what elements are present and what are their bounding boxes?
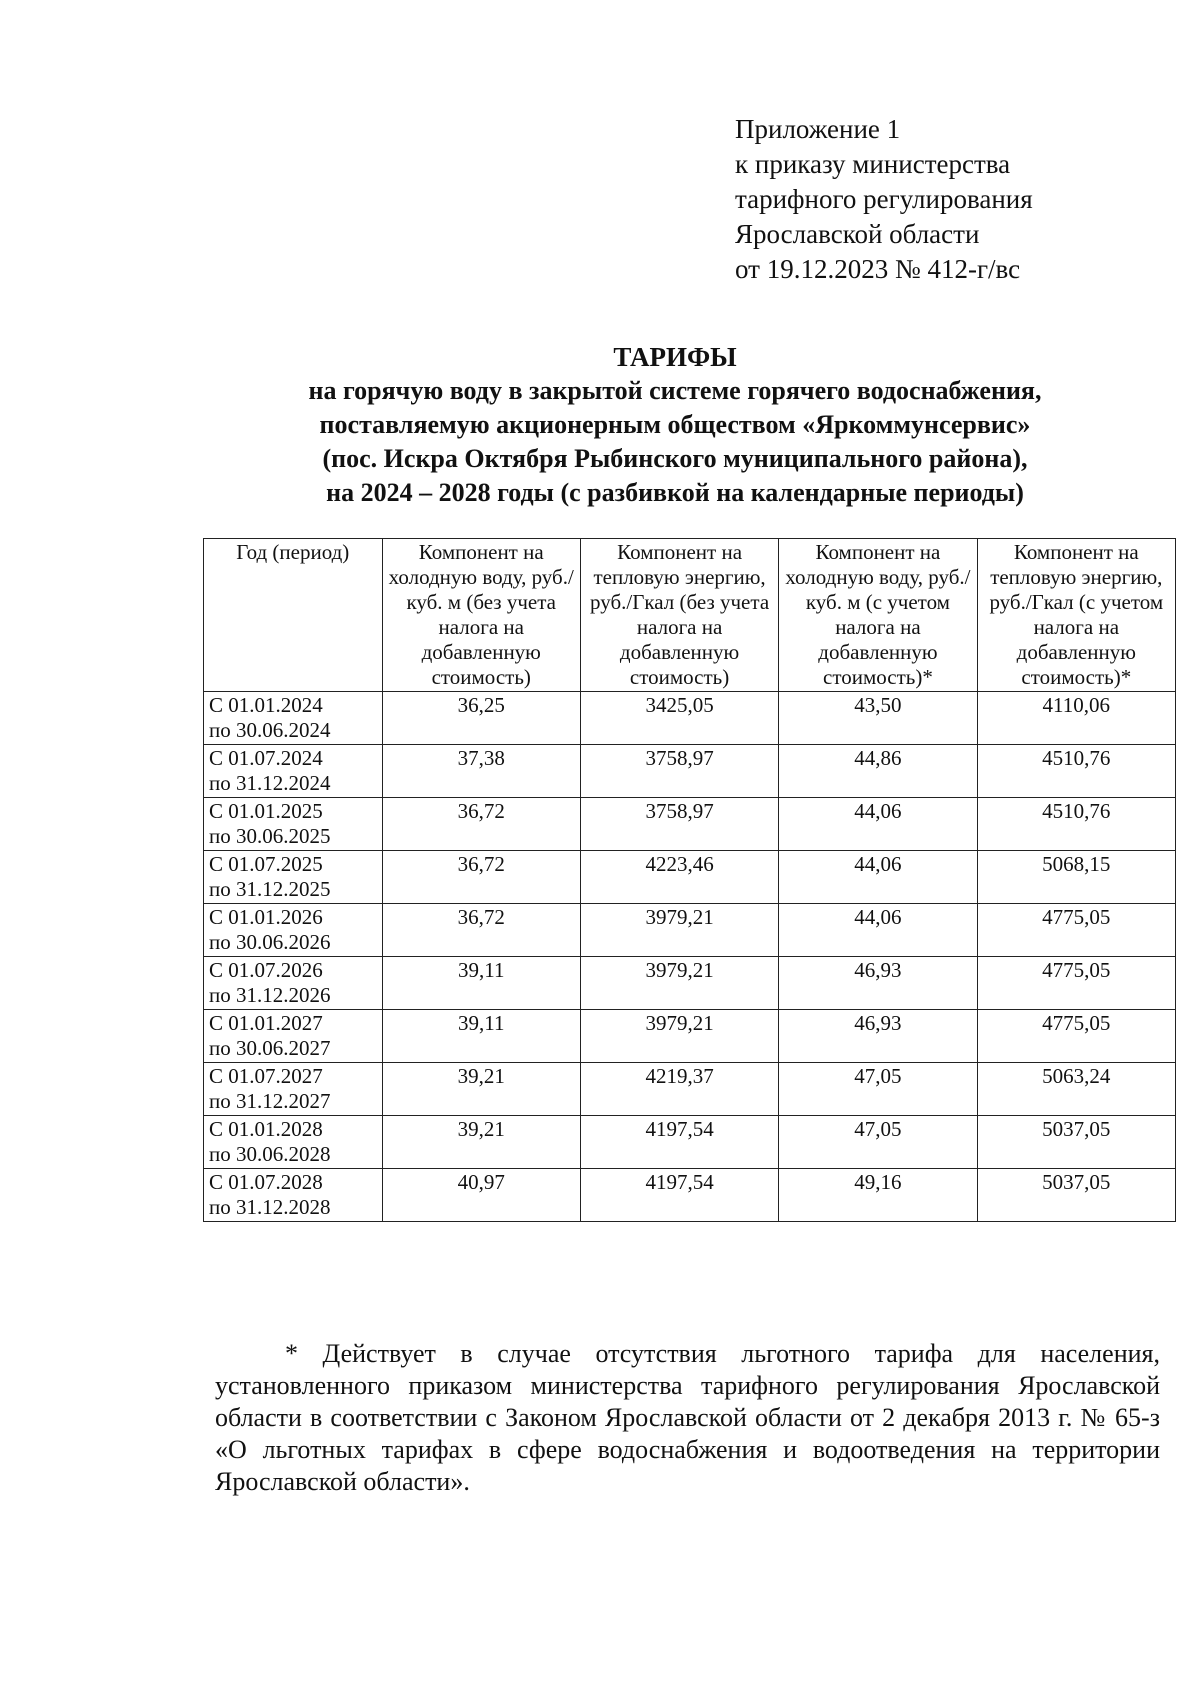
cell-heat-energy-no-vat: 4197,54 (580, 1116, 778, 1169)
header-heat-energy-no-vat: Компонент на тепловую энергию, руб./Гкал (без учета налога на добавленную стоимость) (580, 539, 778, 692)
period-from: С 01.07.2025 (209, 852, 323, 876)
period-to: по 30.06.2024 (209, 718, 331, 742)
cell-cold-water-vat: 47,05 (779, 1116, 977, 1169)
period-to: по 30.06.2026 (209, 930, 331, 954)
cell-cold-water-no-vat: 39,11 (382, 1010, 580, 1063)
cell-cold-water-no-vat: 40,97 (382, 1169, 580, 1222)
header-period: Год (период) (204, 539, 383, 692)
cell-heat-energy-no-vat: 4219,37 (580, 1063, 778, 1116)
cell-cold-water-vat: 49,16 (779, 1169, 977, 1222)
cell-heat-energy-vat: 5037,05 (977, 1169, 1175, 1222)
cell-cold-water-vat: 44,06 (779, 904, 977, 957)
table-body (204, 692, 1176, 1222)
title-main: ТАРИФЫ (613, 342, 737, 372)
cell-heat-energy-no-vat: 3758,97 (580, 745, 778, 798)
table-row (204, 957, 1176, 1010)
cell-cold-water-vat: 43,50 (779, 692, 977, 745)
cell-cold-water-no-vat: 39,21 (382, 1063, 580, 1116)
cell-period (204, 851, 383, 904)
document-title (150, 340, 1200, 510)
cell-heat-energy-no-vat: 3758,97 (580, 798, 778, 851)
cell-heat-energy-vat: 4110,06 (977, 692, 1175, 745)
cell-heat-energy-vat: 4510,76 (977, 798, 1175, 851)
table-row (204, 1010, 1176, 1063)
cell-heat-energy-no-vat: 3425,05 (580, 692, 778, 745)
table-row (204, 745, 1176, 798)
cell-cold-water-vat: 47,05 (779, 1063, 977, 1116)
table-row (204, 692, 1176, 745)
cell-period (204, 957, 383, 1010)
appendix-line: к приказу министерства (735, 149, 1011, 179)
cell-cold-water-no-vat: 37,38 (382, 745, 580, 798)
header-cold-water-no-vat: Компонент на холодную воду, руб./ куб. м (без учета налога на добавленную стоимость) (382, 539, 580, 692)
cell-heat-energy-vat: 5037,05 (977, 1116, 1175, 1169)
cell-heat-energy-no-vat: 3979,21 (580, 957, 778, 1010)
cell-cold-water-vat: 44,06 (779, 851, 977, 904)
title-line: поставляемую акционерным обществом «Яркоммунсервис» (319, 410, 1031, 439)
period-from: С 01.07.2024 (209, 746, 323, 770)
table-header-row (204, 539, 1176, 692)
appendix-line: Приложение 1 (735, 114, 901, 144)
cell-heat-energy-vat: 5068,15 (977, 851, 1175, 904)
period-from: С 01.01.2026 (209, 905, 323, 929)
period-from: С 01.01.2028 (209, 1117, 323, 1141)
cell-heat-energy-vat: 4510,76 (977, 745, 1175, 798)
cell-cold-water-no-vat: 39,11 (382, 957, 580, 1010)
table-row (204, 1116, 1176, 1169)
cell-period (204, 1063, 383, 1116)
footnote: * Действует в случае отсутствия льготного тарифа для населения, установленного приказом министерства тарифного регулирования Ярославской области в соответствии с Законом Ярославской области от 2 декабря 2013 г. № 65-з «О льготных тарифах в сфере водоснабжения и водоотведения на территории Ярославской области». (215, 1339, 1160, 1496)
table-row (204, 904, 1176, 957)
cell-heat-energy-vat: 4775,05 (977, 957, 1175, 1010)
cell-heat-energy-no-vat: 3979,21 (580, 1010, 778, 1063)
cell-heat-energy-vat: 4775,05 (977, 904, 1175, 957)
period-to: по 31.12.2026 (209, 983, 331, 1007)
table-row (204, 851, 1176, 904)
cell-period (204, 1169, 383, 1222)
cell-cold-water-vat: 44,86 (779, 745, 977, 798)
table-row (204, 1169, 1176, 1222)
period-to: по 30.06.2028 (209, 1142, 331, 1166)
period-from: С 01.01.2025 (209, 799, 323, 823)
period-to: по 31.12.2027 (209, 1089, 331, 1113)
header-cold-water-vat: Компонент на холодную воду, руб./ куб. м (с учетом налога на добавленную стоимость)* (779, 539, 977, 692)
cell-cold-water-no-vat: 36,72 (382, 851, 580, 904)
period-to: по 31.12.2028 (209, 1195, 331, 1219)
cell-cold-water-vat: 46,93 (779, 1010, 977, 1063)
appendix-line: Ярославской области (735, 219, 980, 249)
cell-cold-water-no-vat: 36,25 (382, 692, 580, 745)
cell-cold-water-no-vat: 39,21 (382, 1116, 580, 1169)
cell-heat-energy-no-vat: 4197,54 (580, 1169, 778, 1222)
cell-heat-energy-no-vat: 3979,21 (580, 904, 778, 957)
title-line: на 2024 – 2028 годы (с разбивкой на календарные периоды) (326, 478, 1024, 507)
period-from: С 01.01.2027 (209, 1011, 323, 1035)
period-from: С 01.07.2026 (209, 958, 323, 982)
period-from: С 01.07.2027 (209, 1064, 323, 1088)
cell-heat-energy-vat: 4775,05 (977, 1010, 1175, 1063)
cell-cold-water-no-vat: 36,72 (382, 798, 580, 851)
period-to: по 30.06.2027 (209, 1036, 331, 1060)
cell-heat-energy-vat: 5063,24 (977, 1063, 1175, 1116)
title-line: (пос. Искра Октября Рыбинского муниципального района), (322, 444, 1028, 473)
period-from: С 01.07.2028 (209, 1170, 323, 1194)
header-heat-energy-vat: Компонент на тепловую энергию, руб./Гкал (с учетом налога на добавленную стоимость)* (977, 539, 1175, 692)
cell-cold-water-vat: 44,06 (779, 798, 977, 851)
appendix-line: от 19.12.2023 № 412-г/вс (735, 254, 1021, 284)
cell-period (204, 1116, 383, 1169)
cell-period (204, 692, 383, 745)
period-to: по 31.12.2025 (209, 877, 331, 901)
appendix-block (735, 112, 1033, 287)
period-from: С 01.01.2024 (209, 693, 323, 717)
period-to: по 30.06.2025 (209, 824, 331, 848)
period-to: по 31.12.2024 (209, 771, 331, 795)
appendix-line: тарифного регулирования (735, 184, 1033, 214)
cell-period (204, 1010, 383, 1063)
cell-period (204, 745, 383, 798)
table-row (204, 1063, 1176, 1116)
cell-cold-water-no-vat: 36,72 (382, 904, 580, 957)
table-row (204, 798, 1176, 851)
tariffs-table (203, 538, 1176, 1222)
title-line: на горячую воду в закрытой системе горячего водоснабжения, (308, 376, 1042, 405)
cell-period (204, 798, 383, 851)
cell-cold-water-vat: 46,93 (779, 957, 977, 1010)
cell-heat-energy-no-vat: 4223,46 (580, 851, 778, 904)
cell-period (204, 904, 383, 957)
